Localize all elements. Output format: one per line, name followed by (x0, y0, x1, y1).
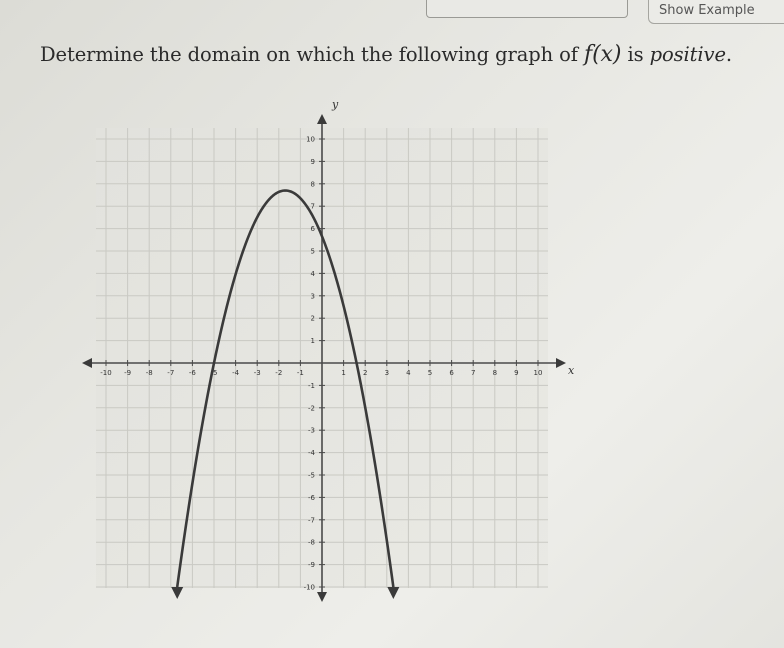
x-tick-label: 5 (427, 369, 433, 377)
show-example-button[interactable]: Show Example (648, 0, 784, 24)
y-tick-label: 6 (310, 225, 315, 234)
curve-arrow-down (387, 587, 399, 599)
x-tick-label: -2 (275, 369, 283, 377)
y-tick-label: 9 (310, 157, 315, 166)
y-axis-label: y (332, 98, 339, 111)
y-tick-label: 2 (310, 314, 315, 323)
x-tick-label: 10 (533, 369, 543, 377)
question-suffix: . (725, 43, 733, 66)
y-tick-label: -5 (308, 471, 315, 480)
y-axis-arrow-up (317, 114, 327, 124)
y-tick-label: -7 (308, 516, 315, 525)
y-tick-label: -9 (308, 561, 315, 570)
y-tick-label: 7 (310, 202, 315, 211)
question-emphasis: positive (649, 43, 726, 66)
x-tick-label: -9 (124, 369, 132, 377)
y-tick-label: -6 (308, 493, 315, 502)
y-tick-label: -2 (308, 404, 315, 413)
x-tick-label: -6 (188, 369, 196, 377)
x-tick-label: -4 (232, 369, 240, 377)
y-tick-label: -1 (308, 381, 315, 390)
y-tick-label: -8 (308, 538, 315, 547)
y-tick-label: 4 (310, 269, 315, 278)
x-tick-label: -8 (145, 369, 153, 377)
x-tick-label: 4 (406, 369, 411, 377)
y-tick-label: 8 (310, 180, 315, 189)
x-tick-label: -3 (253, 369, 261, 377)
x-tick-label: -1 (296, 369, 304, 377)
x-tick-label: 9 (514, 369, 519, 377)
x-tick-label: -7 (167, 369, 175, 377)
x-tick-label: 7 (470, 369, 476, 377)
y-tick-label: 3 (310, 292, 315, 301)
y-tick-label: 10 (306, 135, 315, 144)
y-tick-label: -10 (303, 583, 315, 592)
x-tick-label: 6 (449, 369, 454, 377)
y-tick-label: -3 (308, 426, 315, 435)
x-tick-label: 1 (341, 369, 346, 377)
x-tick-label: -10 (100, 369, 112, 377)
x-tick-label: -5 (210, 369, 218, 377)
y-tick-label: 1 (310, 337, 315, 346)
x-axis-label: x (568, 364, 575, 377)
x-tick-label: 2 (362, 369, 368, 377)
x-tick-label: 3 (384, 369, 390, 377)
curve-arrow-down (171, 587, 183, 599)
x-tick-label: 8 (492, 369, 498, 377)
function-name: f(x) (584, 42, 622, 67)
y-tick-label: -4 (308, 449, 315, 458)
question-middle: is (621, 43, 650, 66)
x-axis-arrow-left (82, 358, 92, 368)
y-axis-arrow-down (317, 592, 327, 602)
x-axis-arrow-right (556, 358, 566, 368)
y-tick-label: 5 (310, 247, 315, 256)
question-prefix: Determine the domain on which the following graph of (40, 43, 585, 66)
